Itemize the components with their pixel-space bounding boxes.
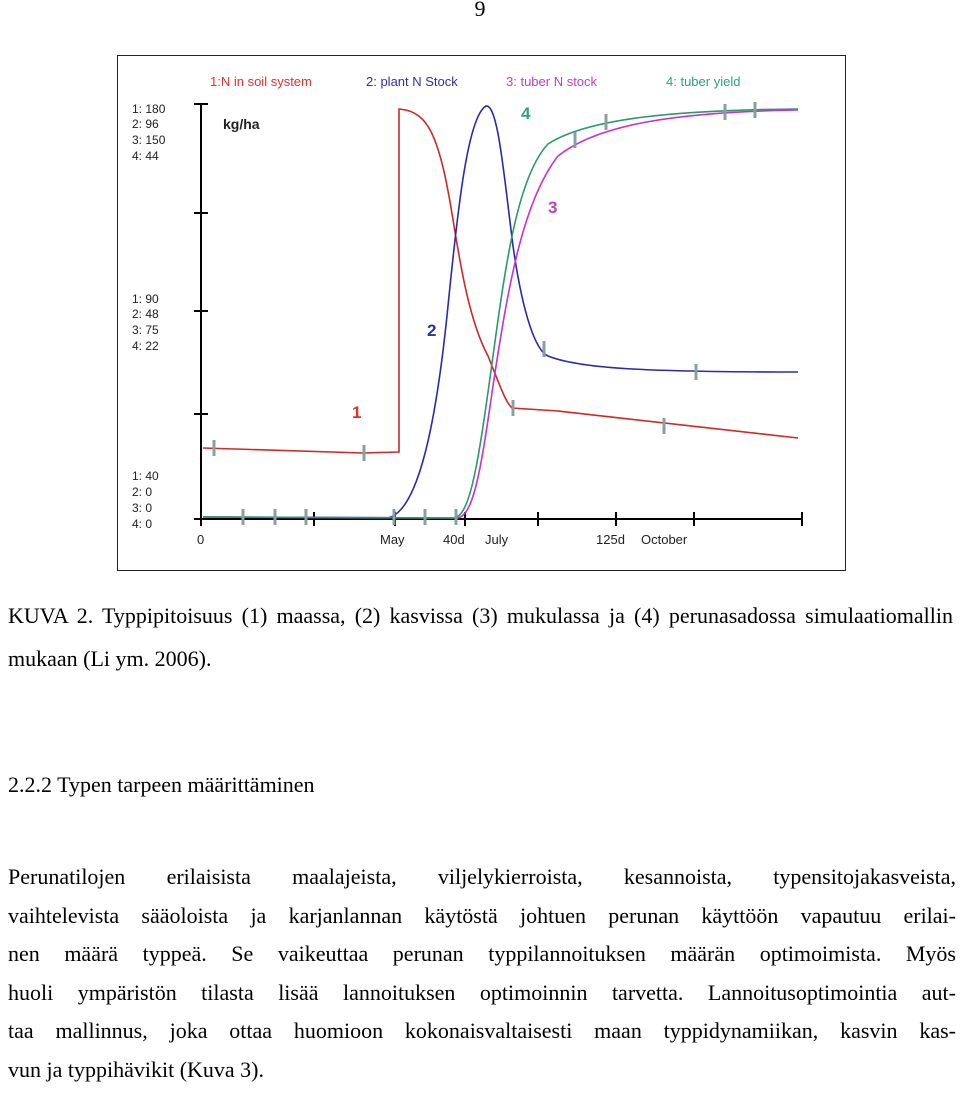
x-label-40d: 40d	[443, 532, 465, 547]
scale-bottom-4: 4: 0	[132, 517, 153, 531]
scale-bottom-2: 2: 0	[132, 485, 153, 499]
x-label-may: May	[380, 532, 405, 547]
scale-top-3: 3: 150	[132, 133, 166, 147]
curve-tuber-n-stock	[203, 110, 798, 518]
chart-svg	[118, 56, 845, 570]
scale-mid-2: 2: 48	[132, 307, 159, 321]
legend-s3: 3: tuber N stock	[506, 74, 598, 89]
body-line: huoli ympäristön tilasta lisää lannoituksen optimoinnin tarvetta. Lannoitusoptimointia aut-	[8, 979, 956, 1005]
scale-bottom-3: 3: 0	[132, 501, 153, 515]
curve-tuber-yield	[203, 109, 798, 518]
x-label-0: 0	[197, 532, 205, 547]
body-line: vun ja typpihävikit (Kuva 3).	[8, 1056, 265, 1082]
curve-plant-n-stock	[203, 106, 798, 518]
scale-mid-3: 3: 75	[132, 323, 159, 337]
scale-top-4: 4: 44	[132, 149, 159, 163]
body-paragraph	[8, 858, 956, 1090]
scale-bottom-1: 1: 40	[132, 469, 159, 483]
curve-label-2: 2	[427, 321, 437, 340]
legend-s2: 2: plant N Stock	[366, 74, 458, 89]
figure-simulation-chart	[117, 55, 846, 571]
x-label-october: October	[641, 532, 688, 547]
curve-label-3: 3	[548, 198, 558, 217]
body-line: vaihtelevista sääoloista ja karjanlannan käytöstä johtuen perunan käyttöön vapautuu erilai-	[8, 902, 956, 928]
scale-mid-1: 1: 90	[132, 292, 159, 306]
x-label-july: July	[485, 532, 509, 547]
body-line: nen määrä typpeä. Se vaikeuttaa perunan typpilannoituksen määrän optimoimista. Myös	[8, 941, 956, 967]
figure-caption: KUVA 2. Typpipitoisuus (1) maassa, (2) kasvissa (3) mukulassa ja (4) perunasadossa simulaatiomallin mukaan (Li ym. 2006).	[8, 603, 953, 671]
scale-top-1: 1: 180	[132, 102, 166, 116]
page-number: 9	[474, 0, 486, 21]
series-markers	[214, 102, 755, 525]
legend-s4: 4: tuber yield	[666, 74, 741, 89]
curve-label-1: 1	[352, 403, 362, 422]
body-line: taa mallinnus, joka ottaa huomioon kokonaisvaltaisesti maan typpidynamiikan, kasvin kas-	[8, 1018, 956, 1044]
section-heading: 2.2.2 Typen tarpeen määrittäminen	[8, 772, 315, 797]
scale-mid-4: 4: 22	[132, 339, 159, 353]
scale-top-2: 2: 96	[132, 117, 159, 131]
curve-label-4: 4	[521, 104, 531, 123]
legend-s1: 1:N in soil system	[210, 74, 312, 89]
body-line: Perunatilojen erilaisista maalajeista, viljelykierroista, kesannoista, typensitojakasveista,	[8, 864, 956, 889]
unit-label: kg/ha	[223, 116, 260, 132]
x-label-125d: 125d	[596, 532, 625, 547]
curve-n-in-soil	[203, 109, 798, 453]
